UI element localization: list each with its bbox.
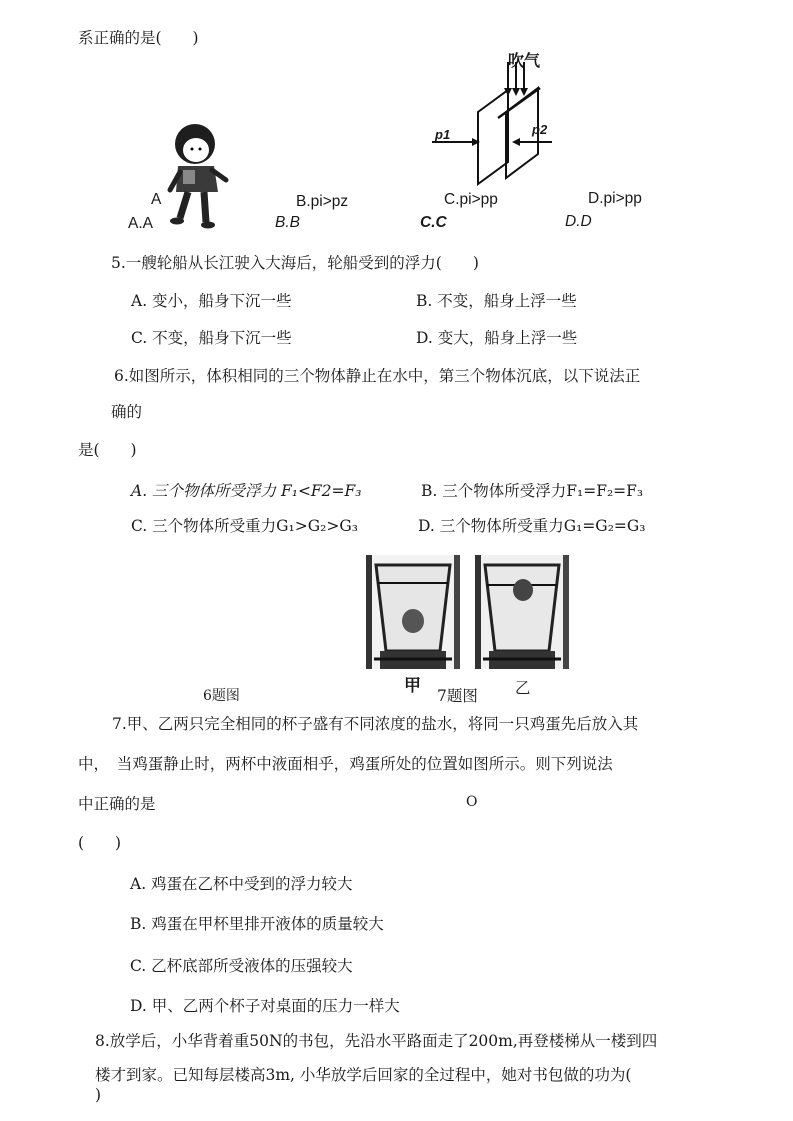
blow-label: 吹气: [508, 53, 541, 70]
walking-girl-figure: [150, 118, 235, 233]
q7-figure-label-yi: 乙: [515, 679, 531, 697]
q6-figure-caption: 6题图: [203, 688, 240, 704]
q7-option-b: B. 鸡蛋在甲杯里排开液体的质量较大: [130, 915, 384, 933]
q4-option-b: B.pi>pz: [296, 193, 349, 210]
q7-stem-line4: ( ): [78, 834, 122, 852]
p1-label: p1: [435, 127, 451, 142]
q4-ans-c: C.C: [420, 214, 447, 231]
q6-option-b: B. 三个物体所受浮力F₁=F₂=F₃: [421, 482, 644, 500]
q7-option-a: A. 鸡蛋在乙杯中受到的浮力较大: [130, 875, 353, 893]
q5-stem: 5.一艘轮船从长江驶入大海后，轮船受到的浮力( ): [111, 254, 479, 272]
cup-yi-figure: [475, 555, 569, 669]
q7-option-d: D. 甲、乙两个杯子对桌面的压力一样大: [130, 997, 400, 1015]
q4-stem-tail: 系正确的是( ): [78, 29, 199, 47]
q8-stem-line3: ): [95, 1086, 102, 1104]
q4-option-a-fig: A: [151, 191, 162, 208]
p2-label: p2: [532, 122, 548, 137]
q7-stem-line2: 中， 当鸡蛋静止时，两杯中液面相乎，鸡蛋所处的位置如图所示。则下列说法: [78, 755, 613, 773]
q4-option-d: D.pi>pp: [588, 190, 642, 207]
q8-stem-line1: 8.放学后，小华背着重50N的书包，先沿水平路面走了200m,再登楼梯从一楼到四: [95, 1032, 658, 1050]
q6-option-d: D. 三个物体所受重力G₁=G₂=G₃: [418, 517, 646, 535]
q7-stem-line1: 7.甲、乙两只完全相同的杯子盛有不同浓度的盐水，将同一只鸡蛋先后放入其: [112, 715, 639, 733]
q6-stem-line2: 确的: [111, 403, 143, 421]
q7-stem-line3: 中正确的是: [78, 795, 156, 813]
q4-ans-a: A.A: [128, 215, 153, 232]
q5-option-a: A. 变小，船身下沉一些: [131, 292, 292, 310]
q7-figure-caption: 7题图: [437, 687, 478, 705]
q6-stem-line3: 是( ): [78, 441, 137, 459]
q4-ans-b: B.B: [275, 214, 300, 231]
q6-option-a: A. 三个物体所受浮力 F₁<F2=F₃: [131, 482, 362, 500]
q7-option-c: C. 乙杯底部所受液体的压强较大: [130, 957, 353, 975]
q6-stem-line1: 6.如图所示，体积相同的三个物体静止在水中，第三个物体沉底，以下说法正: [114, 367, 641, 385]
q5-option-b: B. 不变，船身上浮一些: [416, 292, 577, 310]
q7-stray-mark: Ο: [466, 794, 478, 810]
cup-jia-figure: [366, 555, 460, 669]
q5-option-d: D. 变大，船身上浮一些: [416, 329, 578, 347]
q5-option-c: C. 不变，船身下沉一些: [131, 329, 292, 347]
q4-option-c: C.pi>pp: [444, 191, 498, 208]
q8-stem-line2: 楼才到家。已知每层楼高3m, 小华放学后回家的全过程中，她对书包做的功为(: [95, 1066, 632, 1084]
q7-figure-label-jia: 甲: [404, 676, 421, 696]
q6-option-c: C. 三个物体所受重力G₁>G₂>G₃: [131, 517, 358, 535]
q4-ans-d: D.D: [565, 213, 592, 230]
